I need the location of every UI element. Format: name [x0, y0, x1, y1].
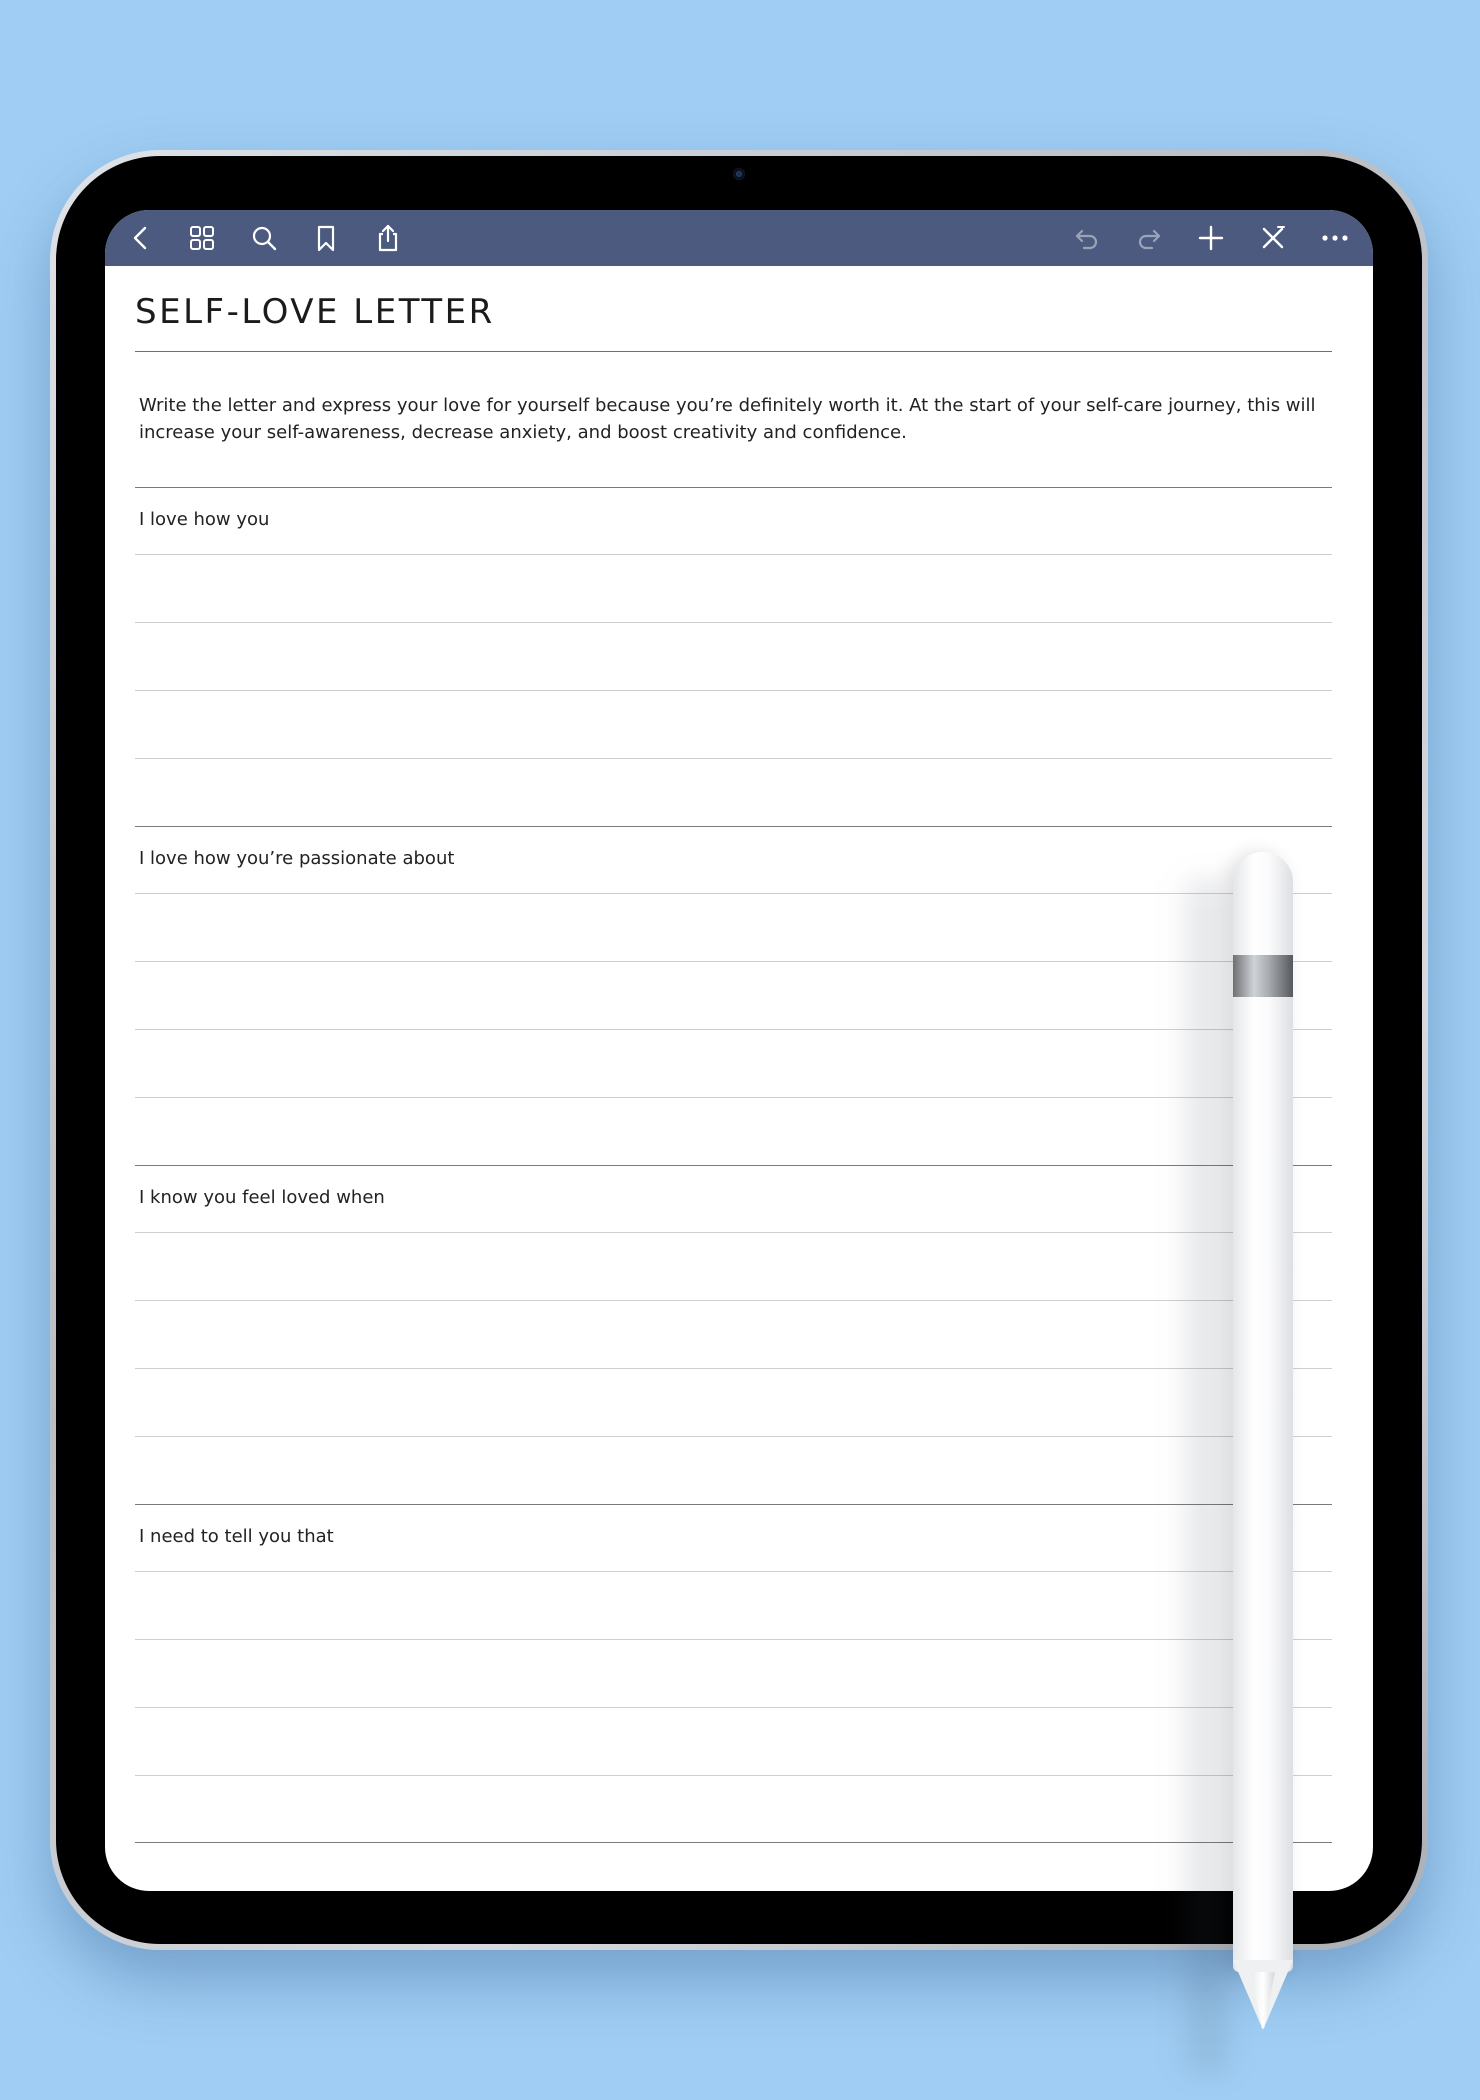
toolbar [105, 210, 1373, 266]
writing-line[interactable] [135, 893, 1332, 894]
writing-line[interactable] [135, 1029, 1332, 1030]
more-button[interactable] [1315, 218, 1355, 258]
writing-line[interactable] [135, 1571, 1332, 1572]
section-passionate-about [135, 826, 1332, 1165]
pencil-band [1233, 955, 1293, 997]
writing-line[interactable] [135, 1707, 1332, 1708]
writing-line[interactable] [135, 1436, 1332, 1437]
section-label: I need to tell you that [139, 1526, 334, 1547]
close-icon [1258, 223, 1288, 253]
section-divider [135, 826, 1332, 827]
plus-icon [1196, 223, 1226, 253]
thumbnails-button[interactable] [182, 218, 222, 258]
search-icon [249, 223, 279, 253]
share-button[interactable] [368, 218, 408, 258]
section-label: I love how you [139, 509, 270, 530]
section-divider [135, 487, 1332, 488]
writing-line[interactable] [135, 554, 1332, 555]
redo-icon [1134, 223, 1164, 253]
section-feel-loved [135, 1165, 1332, 1504]
writing-line[interactable] [135, 1368, 1332, 1369]
more-icon [1320, 223, 1350, 253]
bookmark-icon [311, 223, 341, 253]
pencil-shadow [1175, 880, 1235, 2070]
grid-icon [187, 223, 217, 253]
share-icon [373, 223, 403, 253]
undo-icon [1072, 223, 1102, 253]
writing-line[interactable] [135, 1300, 1332, 1301]
writing-line[interactable] [135, 758, 1332, 759]
apple-pencil [1233, 852, 1293, 1972]
tools-button[interactable] [1253, 218, 1293, 258]
writing-line[interactable] [135, 1097, 1332, 1098]
undo-button[interactable] [1067, 218, 1107, 258]
bookmark-button[interactable] [306, 218, 346, 258]
add-button[interactable] [1191, 218, 1231, 258]
writing-line[interactable] [135, 690, 1332, 691]
title-divider [135, 351, 1332, 352]
writing-line[interactable] [135, 1639, 1332, 1640]
writing-line[interactable] [135, 1232, 1332, 1233]
redo-button[interactable] [1129, 218, 1169, 258]
camera [733, 168, 745, 180]
section-divider [135, 1842, 1332, 1843]
section-love-how [135, 487, 1332, 826]
section-label: I know you feel loved when [139, 1187, 385, 1208]
writing-line[interactable] [135, 961, 1332, 962]
chevron-left-icon [126, 223, 156, 253]
section-need-to-tell [135, 1504, 1332, 1843]
section-label: I love how you’re passionate about [139, 848, 455, 869]
section-divider [135, 1504, 1332, 1505]
page-title: SELF-LOVE LETTER [135, 292, 495, 332]
intro-text: Write the letter and express your love for yourself because you’re definitely worth it. At the start of your self-care journey, this will increase your self-awareness, decrease anxiety, and boost creativity and confidence. [139, 395, 1316, 443]
back-button[interactable] [121, 218, 161, 258]
search-button[interactable] [244, 218, 284, 258]
section-divider [135, 1165, 1332, 1166]
writing-line[interactable] [135, 622, 1332, 623]
writing-line[interactable] [135, 1775, 1332, 1776]
